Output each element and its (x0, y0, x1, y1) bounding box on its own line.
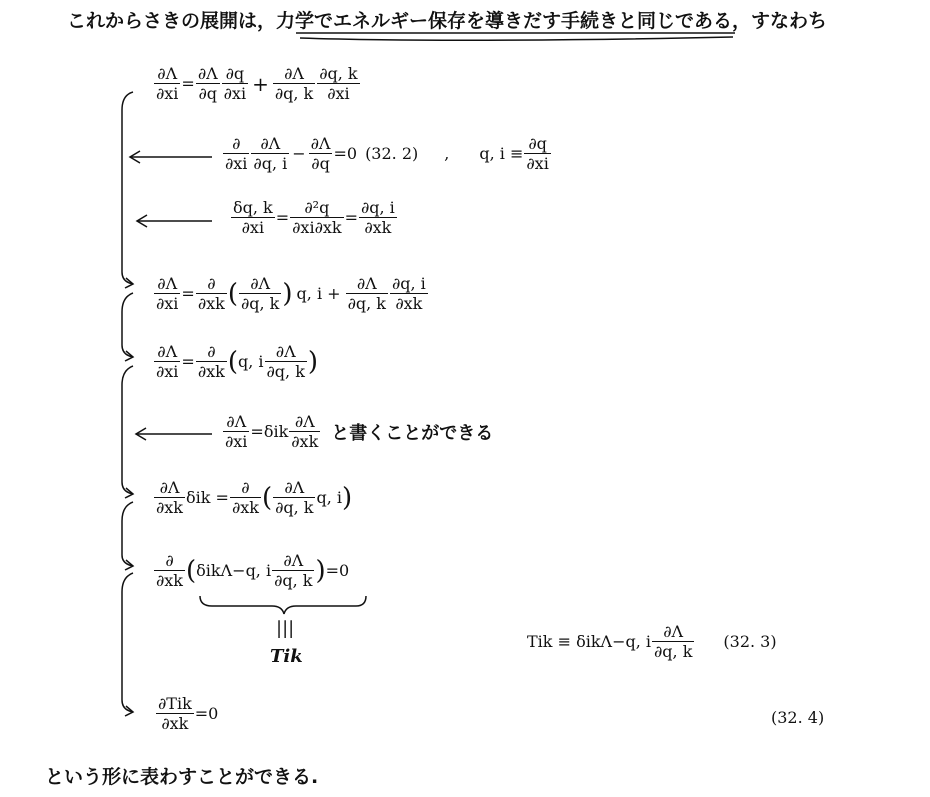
equation-5: $\frac{\partial\Lambda}{\partial xi}$ = $\frac{\partial}{\partial xk}$ ( q, i $\frac{\partial\Lambda}{\partial q, k}$ ) (156, 342, 319, 381)
bracket-1 (122, 92, 133, 284)
equivalence-mark: ||| (276, 618, 295, 639)
equation-2: $\frac{\partial}{\partial xi}$ $\frac{\partial\Lambda}{\partial q, i}$ − $\frac{\partial\Lambda}{\partial q}$ =0 (32. 2) , q, i ≡ $\frac{\partial q}{\partial xi}$ (225, 134, 549, 173)
equation-t-definition: Tik ≡ δikΛ−q, i $\frac{\partial\Lambda}{\partial q, k}$ (32. 3) (527, 622, 777, 661)
equation-number-32-4: (32. 4) (771, 708, 825, 727)
equation-number-32-3: (32. 3) (723, 632, 777, 651)
equation-number-32-2: (32. 2) (365, 144, 419, 163)
equation-4: $\frac{\partial\Lambda}{\partial xi}$ = $\frac{\partial}{\partial xk}$ ( $\frac{\partial\Lambda}{\partial q, k}$ ) q, i + $\frac{\partial\Lambda}{\partial q, k}$ $\frac{\partial q, i}{\partial xk}$ (156, 274, 426, 313)
equation-1: $\frac{\partial\Lambda}{\partial xi}$ = $\frac{\partial\Lambda}{\partial q}$ $\frac{\partial q}{\partial xi}$ + $\frac{\partial\Lambda}{\partial q, k}$ $\frac{\partial q, k}{\partial xi}$ (156, 64, 358, 103)
equation-6: $\frac{\partial\Lambda}{\partial xi}$ =δik $\frac{\partial\Lambda}{\partial xk}$ と書くことができる (225, 412, 494, 451)
underbrace (200, 596, 366, 614)
underline-2 (300, 37, 733, 40)
equation-9: $\frac{\text{∂Tik}}{\partial xk}$ =0 (158, 694, 219, 733)
intro-highlight: 力学でエネルギー保存を導きだす手続きと同じ (276, 10, 676, 32)
bracket-3 (122, 366, 133, 494)
intro-before: これからさきの展開は， (67, 10, 277, 32)
bracket-5 (122, 573, 133, 712)
outro-line: という形に表わすことができる. (45, 766, 319, 788)
eq6-note: と書くことができる (331, 422, 494, 444)
equation-7: $\frac{\partial\Lambda}{\partial xk}$ δik = $\frac{\partial}{\partial xk}$ ( $\frac{\partial\Lambda}{\partial q, k}$ q, i ) (156, 478, 353, 517)
bracket-2 (122, 293, 133, 357)
equation-3: $\frac{\delta q, k}{\partial xi}$ = $\frac{\text{∂²q}}{\partial xi\partial xk}$ = $\frac{\partial q, i}{\partial xk}$ (233, 198, 395, 237)
bracket-4 (122, 502, 133, 566)
equation-8: $\frac{\partial}{\partial xk}$ ( δikΛ−q, i $\frac{\partial\Lambda}{\partial q, k}$ ) =0 (156, 551, 350, 590)
intro-after: である，すなわち (675, 10, 828, 32)
tik-label: Tik (270, 646, 303, 667)
